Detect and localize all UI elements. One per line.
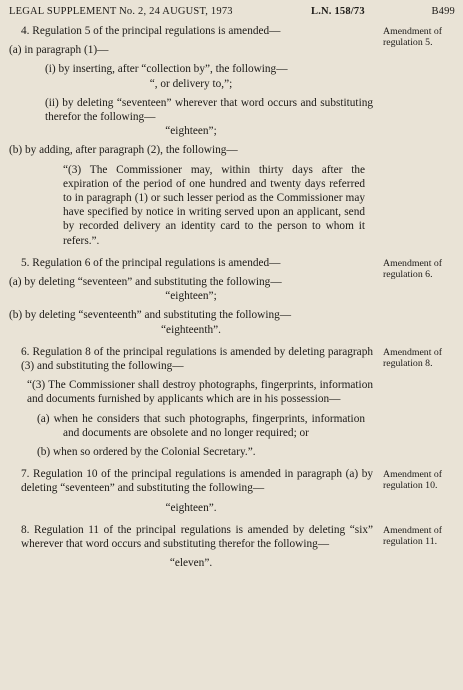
section-6-quote: “(3) The Commissioner shall destroy photographs, fingerprints, information and documents furnished by applicants which are in his possession—: [27, 379, 373, 406]
section-8: [9, 523, 455, 571]
section-8-text: “eleven”.: [169, 557, 213, 570]
section-4-para-a-ii: (ii) by deleting “seventeen” wherever that word occurs and substituting therefor the following—: [45, 96, 373, 124]
page-header: [9, 6, 455, 24]
section-4-para-a-i-text: “, or delivery to,”;: [149, 77, 233, 90]
section-7-heading: 7. Regulation 10 of the principal regulations is amended in paragraph (a) by deleting “seventeen” and substituting the following—: [21, 468, 373, 495]
section-8-margin-note: Amendment of regulation 11.: [383, 524, 443, 547]
section-4-para-a-i: (i) by inserting, after “collection by”, the following—: [45, 63, 288, 76]
section-5: [9, 256, 455, 337]
section-7-text: “eighteen”.: [165, 501, 217, 514]
section-4: [9, 24, 455, 248]
section-6-margin-note: Amendment of regulation 8.: [383, 346, 443, 369]
section-4-para-a: (a) in paragraph (1)—: [9, 44, 109, 57]
section-5-heading: 5. Regulation 6 of the principal regulations is amended—: [21, 256, 281, 269]
section-4-para-a-ii-text: “eighteen”;: [165, 125, 217, 138]
section-5-para-a: (a) by deleting “seventeen” and substituting the following—: [9, 276, 282, 289]
header-legal-notice-number: L.N. 158/73: [311, 6, 365, 17]
header-publication: LEGAL SUPPLEMENT No. 2, 24 AUGUST, 1973: [9, 6, 233, 17]
section-4-para-b-quote: “(3) The Commissioner may, within thirty days after the expiration of the period of one hundred and twenty days referred to in paragraph (1) or such lesser period as the Commissioner may have specified by notice in writing served upon an applicant, send by recorded delivery an identity card to the person to whom it refers.”.: [63, 163, 365, 247]
section-7-margin-note: Amendment of regulation 10.: [383, 469, 443, 492]
section-5-margin-note: Amendment of regulation 6.: [383, 257, 443, 280]
header-page-number: B499: [431, 6, 455, 17]
section-5-para-b-text: “eighteenth”.: [161, 323, 221, 336]
section-4-margin-note: Amendment of regulation 5.: [383, 26, 443, 48]
section-7: [9, 467, 455, 515]
section-5-para-b: (b) by deleting “seventeenth” and substituting the following—: [9, 309, 292, 322]
section-4-heading: 4. Regulation 5 of the principal regulations is amended—: [21, 25, 281, 37]
section-4-para-b: (b) by adding, after paragraph (2), the following—: [9, 144, 238, 157]
section-6-heading: 6. Regulation 8 of the principal regulations is amended by deleting paragraph (3) and substituting the following—: [21, 345, 373, 373]
section-6-para-a: (a) when he considers that such photographs, fingerprints, information and documents are obsolete and no longer required; or: [37, 412, 365, 439]
section-6: [9, 345, 455, 459]
section-8-heading: 8. Regulation 11 of the principal regulations is amended by deleting “six” wherever that word occurs and substituting therefor the following—: [21, 523, 373, 551]
section-5-para-a-text: “eighteen”;: [165, 290, 217, 303]
section-6-para-b: (b) when so ordered by the Colonial Secretary.”.: [37, 446, 256, 459]
